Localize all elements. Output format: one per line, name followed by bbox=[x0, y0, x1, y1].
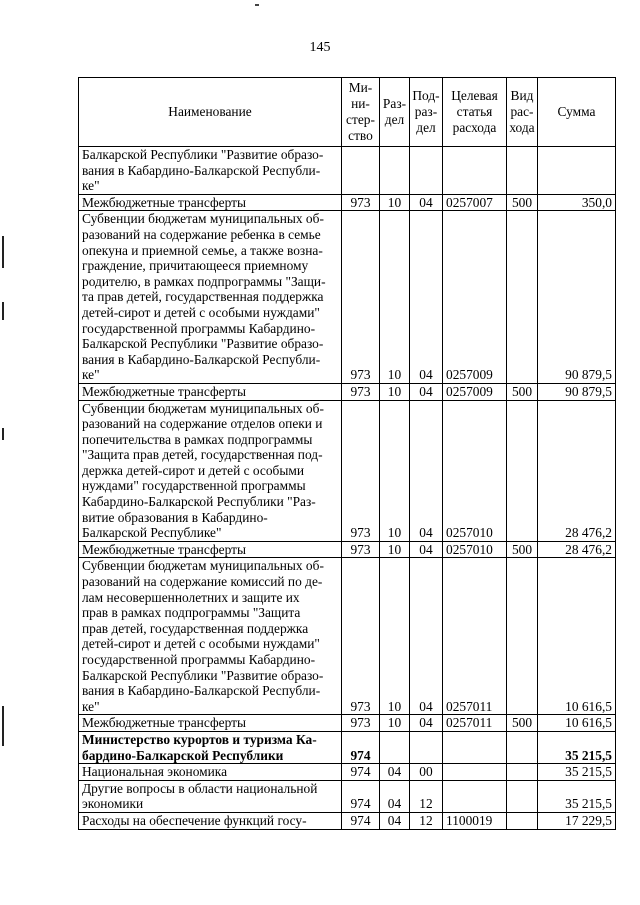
row-section-cell: 10 bbox=[380, 541, 410, 558]
row-type-cell bbox=[507, 558, 538, 715]
row-target-cell: 0257010 bbox=[443, 400, 507, 541]
row-name-cell: Национальная экономика bbox=[79, 764, 342, 781]
row-subsection-cell: 04 bbox=[410, 558, 443, 715]
scan-artifact-mark bbox=[2, 706, 4, 746]
header-subsection: Под- раз- дел bbox=[410, 78, 443, 147]
row-name-cell: Другие вопросы в области национальной экономики bbox=[79, 780, 342, 812]
row-section-cell: 10 bbox=[380, 558, 410, 715]
row-ministry-cell: 973 bbox=[342, 715, 380, 732]
row-sum-cell: 10 616,5 bbox=[538, 558, 616, 715]
row-subsection-cell: 12 bbox=[410, 812, 443, 829]
row-target-cell: 1100019 bbox=[443, 812, 507, 829]
row-type-cell bbox=[507, 780, 538, 812]
row-name-cell: Межбюджетные трансферты bbox=[79, 383, 342, 400]
row-section-cell: 10 bbox=[380, 194, 410, 211]
table-row bbox=[79, 780, 616, 812]
row-subsection-cell: 04 bbox=[410, 400, 443, 541]
table-row bbox=[79, 194, 616, 211]
row-target-cell bbox=[443, 780, 507, 812]
row-subsection-cell: 12 bbox=[410, 780, 443, 812]
table-row bbox=[79, 731, 616, 763]
row-section-cell bbox=[380, 731, 410, 763]
row-ministry-cell: 973 bbox=[342, 194, 380, 211]
header-section: Раз- дел bbox=[380, 78, 410, 147]
row-section-cell: 04 bbox=[380, 764, 410, 781]
row-type-cell: 500 bbox=[507, 194, 538, 211]
row-target-cell: 0257007 bbox=[443, 194, 507, 211]
table-row bbox=[79, 147, 616, 195]
row-name-cell: Межбюджетные трансферты bbox=[79, 541, 342, 558]
row-name-cell: Межбюджетные трансферты bbox=[79, 194, 342, 211]
row-name-cell: Субвенции бюджетам муниципальных об- разований на содержание ребенка в семье опекуна и приемной семье, а также возна- граждение, причитающееся приемному родителю, в рамках подпрограммы "Защи- та прав детей, государственная поддержка детей-сирот и детей с особыми нуждами" государственной программы Кабардино- Балкарской Республики "Развитие образо- вания в Кабардино-Балкарской Республи- ке" bbox=[79, 211, 342, 384]
row-section-cell bbox=[380, 147, 410, 195]
table-row bbox=[79, 715, 616, 732]
row-target-cell: 0257011 bbox=[443, 558, 507, 715]
row-subsection-cell bbox=[410, 147, 443, 195]
row-target-cell: 0257010 bbox=[443, 541, 507, 558]
row-ministry-cell: 974 bbox=[342, 812, 380, 829]
row-section-cell: 10 bbox=[380, 383, 410, 400]
row-sum-cell: 10 616,5 bbox=[538, 715, 616, 732]
row-subsection-cell: 04 bbox=[410, 211, 443, 384]
row-sum-cell: 90 879,5 bbox=[538, 383, 616, 400]
row-sum-cell: 35 215,5 bbox=[538, 764, 616, 781]
table-header-row bbox=[79, 78, 616, 147]
row-subsection-cell: 00 bbox=[410, 764, 443, 781]
row-target-cell: 0257011 bbox=[443, 715, 507, 732]
row-type-cell: 500 bbox=[507, 383, 538, 400]
row-section-cell: 10 bbox=[380, 400, 410, 541]
row-section-cell: 10 bbox=[380, 211, 410, 384]
row-name-cell: Балкарской Республики "Развитие образо- вания в Кабардино-Балкарской Республи- ке" bbox=[79, 147, 342, 195]
row-ministry-cell bbox=[342, 147, 380, 195]
row-ministry-cell: 973 bbox=[342, 383, 380, 400]
row-type-cell bbox=[507, 731, 538, 763]
row-target-cell bbox=[443, 764, 507, 781]
scan-artifact-tick bbox=[255, 4, 259, 6]
row-section-cell: 04 bbox=[380, 812, 410, 829]
row-type-cell: 500 bbox=[507, 715, 538, 732]
table-row bbox=[79, 558, 616, 715]
scan-artifact-mark bbox=[2, 428, 4, 440]
row-type-cell bbox=[507, 764, 538, 781]
header-sum: Сумма bbox=[538, 78, 616, 147]
scan-artifact-mark bbox=[2, 302, 4, 320]
row-sum-cell: 17 229,5 bbox=[538, 812, 616, 829]
row-subsection-cell: 04 bbox=[410, 194, 443, 211]
scan-artifact-mark bbox=[2, 236, 4, 268]
row-type-cell: 500 bbox=[507, 541, 538, 558]
budget-table bbox=[78, 77, 616, 830]
table-row bbox=[79, 383, 616, 400]
page-number: 145 bbox=[309, 40, 331, 55]
table-row bbox=[79, 400, 616, 541]
row-ministry-cell: 974 bbox=[342, 780, 380, 812]
row-target-cell: 0257009 bbox=[443, 211, 507, 384]
row-subsection-cell: 04 bbox=[410, 541, 443, 558]
row-sum-cell: 28 476,2 bbox=[538, 541, 616, 558]
row-type-cell bbox=[507, 211, 538, 384]
row-name-cell: Расходы на обеспечение функций госу- bbox=[79, 812, 342, 829]
row-name-cell: Министерство курортов и туризма Ка- бардино-Балкарской Республики bbox=[79, 731, 342, 763]
row-section-cell: 10 bbox=[380, 715, 410, 732]
row-ministry-cell: 974 bbox=[342, 731, 380, 763]
table-row bbox=[79, 764, 616, 781]
row-subsection-cell: 04 bbox=[410, 715, 443, 732]
row-sum-cell: 35 215,5 bbox=[538, 731, 616, 763]
row-sum-cell: 90 879,5 bbox=[538, 211, 616, 384]
row-type-cell bbox=[507, 400, 538, 541]
row-subsection-cell bbox=[410, 731, 443, 763]
table-row bbox=[79, 211, 616, 384]
row-name-cell: Субвенции бюджетам муниципальных об- разований на содержание комиссий по де- лам несовершеннолетних и защите их прав в рамках подпрограммы "Защита прав детей, государственная поддержка детей-сирот и детей с особыми нуждами" государственной программы Кабардино- Балкарской Республики "Развитие образо- вания в Кабардино-Балкарской Республи- ке" bbox=[79, 558, 342, 715]
header-target: Целевая статья расхода bbox=[443, 78, 507, 147]
row-name-cell: Межбюджетные трансферты bbox=[79, 715, 342, 732]
row-sum-cell bbox=[538, 147, 616, 195]
header-type: Вид рас- хода bbox=[507, 78, 538, 147]
table-row bbox=[79, 541, 616, 558]
row-sum-cell: 350,0 bbox=[538, 194, 616, 211]
row-ministry-cell: 973 bbox=[342, 211, 380, 384]
row-sum-cell: 28 476,2 bbox=[538, 400, 616, 541]
row-target-cell bbox=[443, 147, 507, 195]
row-type-cell bbox=[507, 812, 538, 829]
table-row bbox=[79, 812, 616, 829]
row-ministry-cell: 973 bbox=[342, 558, 380, 715]
row-target-cell: 0257009 bbox=[443, 383, 507, 400]
row-target-cell bbox=[443, 731, 507, 763]
row-ministry-cell: 974 bbox=[342, 764, 380, 781]
row-ministry-cell: 973 bbox=[342, 541, 380, 558]
row-type-cell bbox=[507, 147, 538, 195]
row-name-cell: Субвенции бюджетам муниципальных об- разований на содержание отделов опеки и попечительства в рамках подпрограммы "Защита прав детей, государственная под- держка детей-сирот и детей с особыми нуждами" государственной программы Кабардино-Балкарской Республики "Раз- витие образования в Кабардино- Балкарской Республике" bbox=[79, 400, 342, 541]
header-name: Наименование bbox=[79, 78, 342, 147]
header-ministry: Ми- ни- стер- ство bbox=[342, 78, 380, 147]
row-ministry-cell: 973 bbox=[342, 400, 380, 541]
row-subsection-cell: 04 bbox=[410, 383, 443, 400]
row-section-cell: 04 bbox=[380, 780, 410, 812]
row-sum-cell: 35 215,5 bbox=[538, 780, 616, 812]
